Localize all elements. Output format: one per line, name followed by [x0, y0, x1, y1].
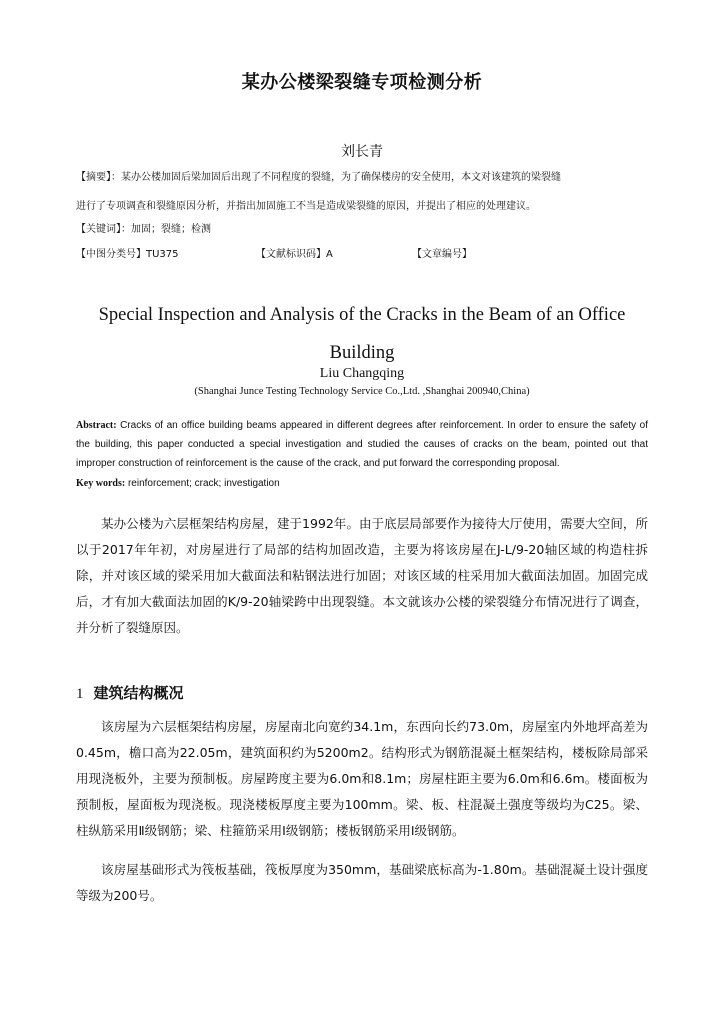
abstract-cn-label: 【摘要】：	[76, 172, 121, 183]
keywords-cn	[76, 223, 650, 237]
section-1-paragraph-2: 该房屋基础形式为筏板基础，筏板厚度为350mm，基础梁底标高为-1.80m。基础混凝土设计强度等级为200号。	[76, 862, 648, 903]
paper-title-cn: 某办公楼梁裂缝专项检测分析	[241, 72, 483, 93]
abstract-en-text: Cracks of an office building beams appeared in different degrees after reinforcement. In order to ensure the safety of the building, this paper conducted a special investigation and studied the causes of cracks on the beam, pointed out that improper construction of reinforcement is the cause of the crack, and put forward the corresponding proposal.	[76, 420, 648, 469]
section-1-title: 建筑结构概况	[93, 684, 184, 702]
paper-title-en	[60, 296, 664, 372]
abstract-cn-line2: 进行了专项调查和裂缝原因分析，并指出加固施工不当是造成梁裂缝的原因，并提出了相应的处理建议。	[76, 201, 536, 212]
section-1-heading	[76, 682, 184, 703]
document-code: 【文献标识码】A	[256, 249, 333, 260]
author-affiliation: (Shanghai Junce Testing Technology Service Co.,Ltd. ,Shanghai 200940,China)	[194, 386, 530, 397]
keywords-en-label: Key words:	[76, 478, 126, 489]
clc-number: 【中图分类号】TU375	[76, 249, 179, 260]
article-number: 【文章编号】	[412, 249, 472, 260]
abstract-cn-line1	[76, 171, 650, 185]
paper-title-en-line2: Building	[329, 343, 395, 363]
abstract-en	[76, 416, 648, 473]
abstract-en-label: Abstract:	[76, 420, 117, 431]
keywords-en-text: reinforcement; crack; investigation	[125, 478, 280, 489]
section-1-number: 1	[76, 686, 84, 702]
section-1-paragraph-1: 该房屋为六层框架结构房屋，房屋南北向宽约34.1m，东西向长约73.0m，房屋室内外地坪高差为0.45m，檐口高为22.05m，建筑面积约为5200m2。结构形式为钢筋混凝土框架结构，楼板除局部采用现浇板外，主要为预制板。房屋跨度主要为6.0m和8.1m；房屋柱距主要为6.0m和6.6m。楼面板为预制板，屋面板为现浇板。现浇楼板厚度主要为100mm。梁、板、柱混凝土强度等级均为C25。梁、柱纵筋采用Ⅱ级钢筋；梁、柱箍筋采用Ⅰ级钢筋；楼板钢筋采用Ⅰ级钢筋。	[76, 719, 648, 838]
author-name-cn: 刘长青	[341, 144, 383, 160]
author-name-en: Liu Changqing	[319, 366, 405, 381]
keywords-en	[76, 478, 648, 489]
intro-paragraph: 某办公楼为六层框架结构房屋，建于1992年。由于底层局部要作为接待大厅使用，需要大空间，所以于2017年年初，对房屋进行了局部的结构加固改造，主要为将该房屋在J-L/9-20轴区域的构造柱拆除，并对该区域的梁采用加大截面法和粘钢法进行加固；对该区域的柱采用加大截面法加固。加固完成后，才有加大截面法加固的K/9-20轴梁跨中出现裂缝。本文就该办公楼的梁裂缝分布情况进行了调查，并分析了裂缝原因。	[76, 516, 649, 635]
paper-title-en-line1: Special Inspection and Analysis of the Cracks in the Beam of an Office	[98, 305, 626, 325]
abstract-cn-text-1: 某办公楼加固后梁加固后出现了不同程度的裂缝，为了确保楼房的安全使用，本文对该建筑的梁裂缝	[121, 172, 561, 183]
keywords-cn-text: 加固；裂缝；检测	[131, 224, 211, 235]
keywords-cn-label: 【关键词】：	[76, 224, 131, 235]
